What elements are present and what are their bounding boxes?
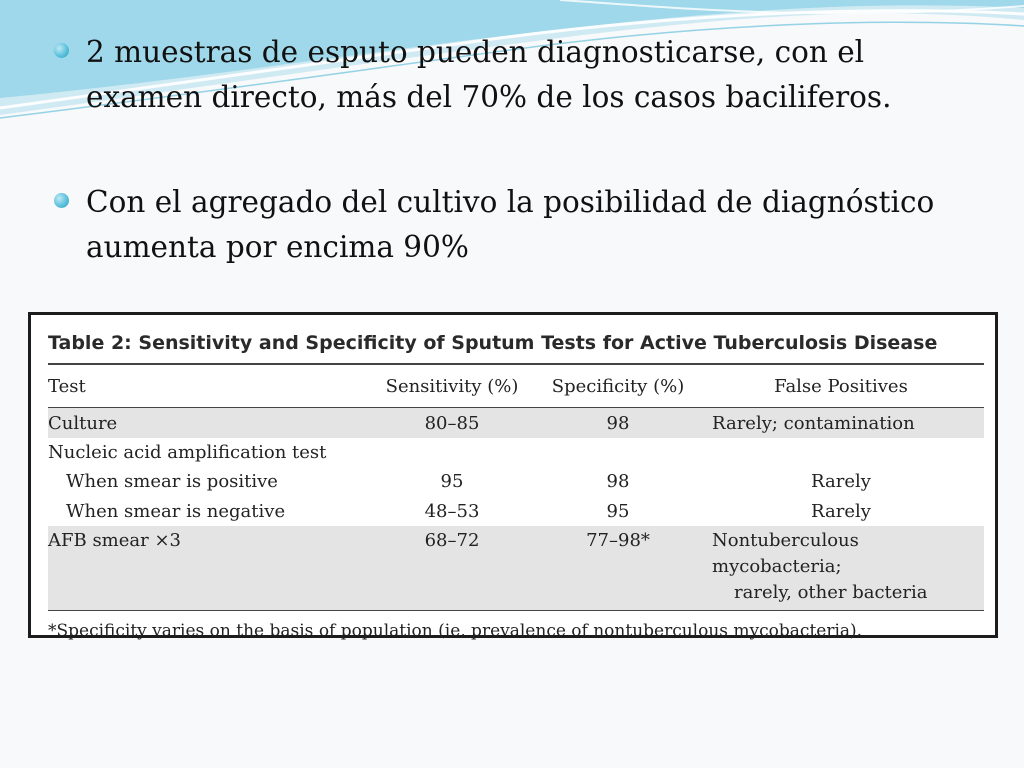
cell-false-positives — [698, 526, 984, 611]
cell-specificity: 95 — [606, 500, 630, 522]
table-footnote: *Specificity varies on the basis of population (ie, prevalence of nontuberculous mycobacteria). — [48, 621, 863, 641]
bullet-item — [52, 180, 952, 270]
header-test: Test — [48, 365, 366, 408]
table-row — [48, 526, 984, 611]
sputum-tests-table — [48, 365, 984, 611]
bullet-dot-icon — [54, 193, 69, 208]
cell-sensitivity: 68–72 — [366, 526, 538, 611]
header-false-positives: False Positives — [698, 365, 984, 408]
table-title: Table 2: Sensitivity and Specificity of Sputum Tests for Active Tuberculosis Disease — [48, 327, 984, 365]
header-sensitivity: Sensitivity (%) — [366, 365, 538, 408]
cell-test-group: Nucleic acid amplification test — [48, 441, 327, 463]
cell-test: When smear is positive — [66, 470, 278, 492]
cell-sensitivity: 80–85 — [366, 408, 538, 439]
cell-test: AFB smear ×3 — [48, 526, 366, 611]
table-row — [48, 466, 984, 496]
bullet-list — [52, 30, 952, 270]
table-image — [28, 312, 998, 641]
cell-false-positives: Rarely; contamination — [698, 408, 984, 439]
table-row — [48, 438, 984, 466]
bullet-text: 2 muestras de esputo pueden diagnosticarse, con el examen directo, más del 70% de los casos baciliferos. — [86, 35, 892, 114]
bullet-item — [52, 30, 952, 120]
cell-false-positives: Rarely — [811, 500, 871, 522]
cell-sensitivity: 95 — [440, 470, 464, 492]
cell-test: Culture — [48, 408, 366, 439]
cell-specificity: 98 — [538, 408, 698, 439]
false-positives-line-2: rarely, other bacteria — [734, 582, 928, 603]
table-row — [48, 496, 984, 526]
cell-false-positives: Rarely — [811, 470, 871, 492]
header-specificity: Specificity (%) — [538, 365, 698, 408]
table-row — [48, 408, 984, 439]
cell-sensitivity: 48–53 — [424, 500, 480, 522]
false-positives-line-1: Nontuberculous mycobacteria; — [712, 530, 859, 577]
cell-test: When smear is negative — [66, 500, 286, 522]
bullet-text: Con el agregado del cultivo la posibilidad de diagnóstico aumenta por encima 90% — [86, 185, 935, 264]
table-header-row — [48, 365, 984, 408]
cell-specificity: 77–98* — [538, 526, 698, 611]
cell-specificity: 98 — [606, 470, 630, 492]
bullet-dot-icon — [54, 43, 69, 58]
